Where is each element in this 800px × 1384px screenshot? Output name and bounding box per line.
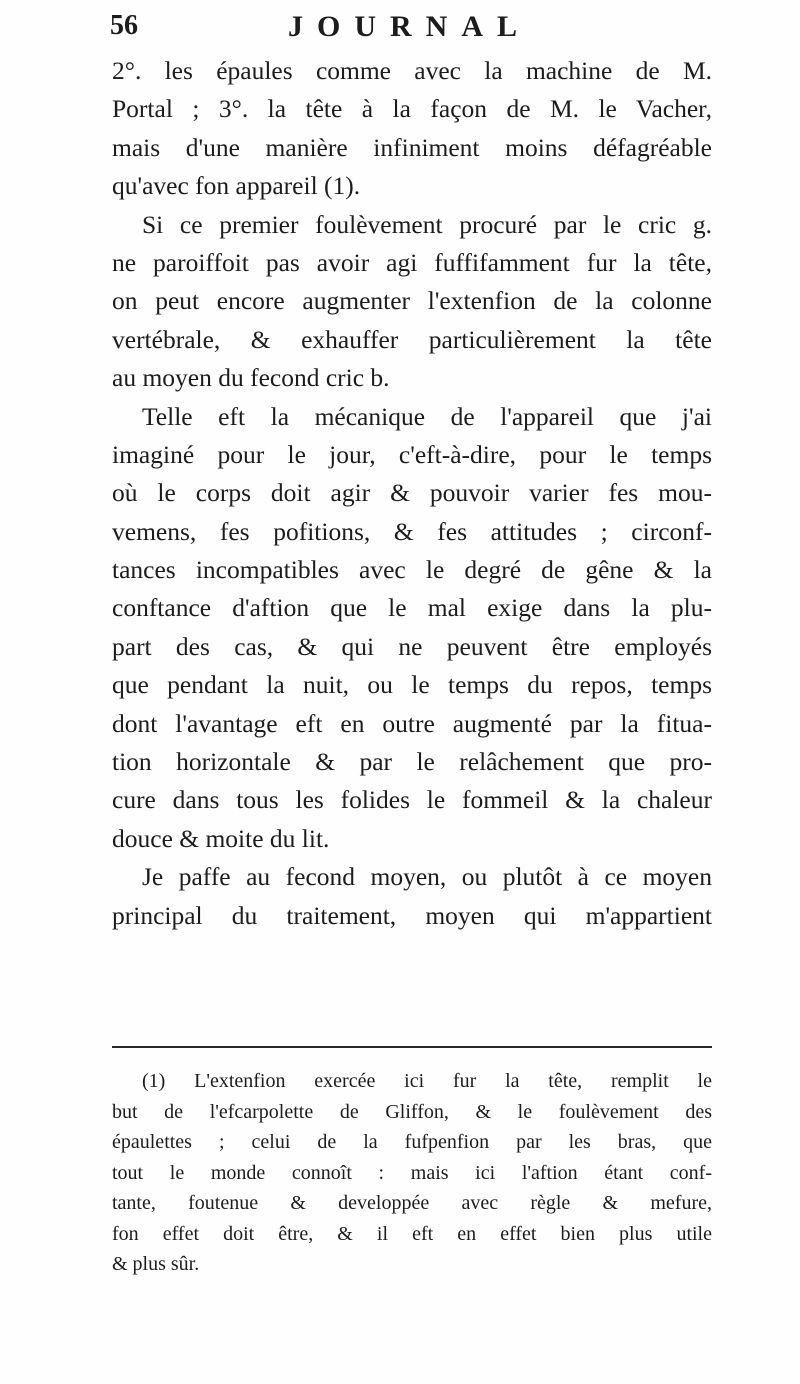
body-line: tances incompatibles avec le degré de gêne & la — [112, 555, 712, 585]
body-line: Telle eft la mécanique de l'appareil que j'ai — [142, 401, 712, 431]
body-line: au moyen du fecond cric b. — [112, 363, 390, 393]
body-line: imaginé pour le jour, c'eft-à-dire, pour le temps — [112, 439, 712, 469]
body-line: 2°. les épaules comme avec la machine de M. — [112, 56, 712, 85]
footnote-line: (1) L'extenfion exercée ici fur la tête, remplit le — [142, 1070, 712, 1092]
page-number: 56 — [110, 10, 138, 41]
body-line: cure dans tous les folides le fommeil & la chaleur — [112, 785, 712, 815]
footnote-line: fon effet doit être, & il eft en effet bien plus utile — [112, 1222, 712, 1245]
body-line: où le corps doit agir & pouvoir varier fes mou- — [112, 478, 712, 508]
body-line: vemens, fes pofitions, & fes attitudes ; circonf- — [112, 516, 712, 546]
running-title: JOURNAL — [288, 10, 532, 43]
body-line: que pendant la nuit, ou le temps du repos, temps — [112, 670, 712, 700]
footnote-line: tante, foutenue & developpée avec règle & mefure, — [112, 1192, 712, 1214]
footnote — [112, 1066, 712, 1280]
body-line: douce & moite du lit. — [112, 823, 330, 853]
footnote-line: épaulettes ; celui de la fufpenfion par les bras, que — [112, 1131, 712, 1153]
body-line: mais d'une manière infiniment moins défagréable — [112, 132, 712, 162]
page-header — [110, 10, 710, 50]
footnote-line: but de l'efcarpolette de Gliffon, & le foulèvement des — [112, 1100, 712, 1123]
body-line: vertébrale, & exhauffer particulièrement la tête — [112, 324, 712, 354]
body-line: dont l'avantage eft en outre augmenté par la fitua- — [112, 708, 712, 738]
body-line: ne paroiffoit pas avoir agi fuffifamment fur la tête, — [112, 247, 712, 277]
body-line: on peut encore augmenter l'extenfion de la colonne — [112, 286, 712, 316]
body-line: tion horizontale & par le relâchement que pro- — [112, 747, 712, 777]
body-line: Portal ; 3°. la tête à la façon de M. le Vacher, — [112, 94, 712, 124]
body-line: principal du traitement, moyen qui m'appartient — [112, 900, 712, 930]
body-text — [112, 52, 712, 935]
footnote-line: & plus sûr. — [112, 1253, 200, 1275]
footnote-divider — [112, 1046, 712, 1048]
body-line: qu'avec fon appareil (1). — [112, 171, 361, 201]
body-line: conftance d'aftion que le mal exige dans la plu- — [112, 593, 712, 623]
footnote-line: tout le monde connoît : mais ici l'aftion étant conf- — [112, 1161, 712, 1184]
body-line: part des cas, & qui ne peuvent être employés — [112, 631, 712, 661]
body-line: Je paffe au fecond moyen, ou plutôt à ce moyen — [142, 862, 712, 892]
body-line: Si ce premier foulèvement procuré par le cric g. — [142, 209, 712, 239]
